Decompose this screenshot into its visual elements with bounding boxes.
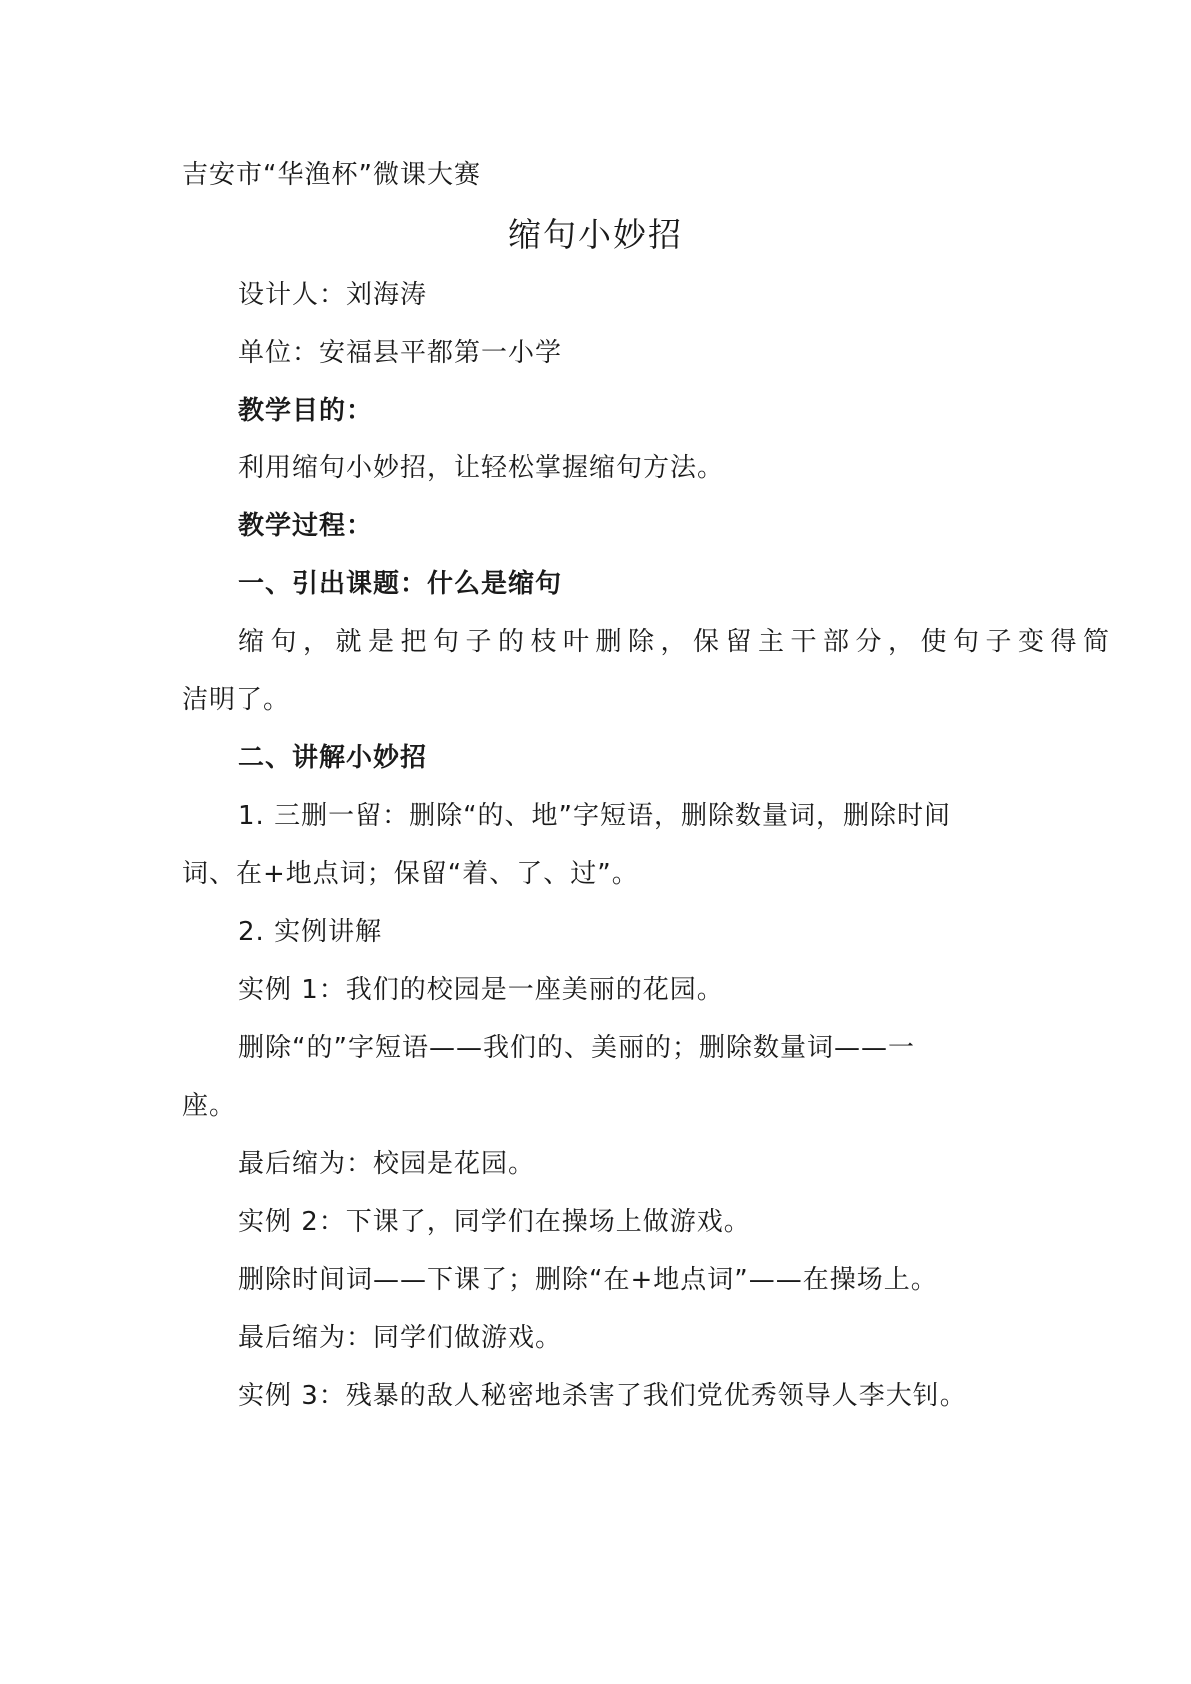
unit-line: 单位：安福县平都第一小学	[238, 338, 563, 368]
rule-line2: 词、在+地点词；保留“着、了、过”。	[182, 859, 639, 889]
designer-line: 设计人：刘海涛	[238, 280, 428, 310]
process-heading: 教学过程：	[238, 511, 374, 541]
part1-text-line1: 缩句，就是把句子的枝叶删除，保留主干部分，使句子变得简	[238, 627, 1116, 657]
example3-sentence: 实例 3：残暴的敌人秘密地杀害了我们党优秀领导人李大钊。	[238, 1381, 967, 1411]
goal-text: 利用缩句小妙招，让轻松掌握缩句方法。	[238, 453, 725, 483]
example1-sentence: 实例 1：我们的校园是一座美丽的花园。	[238, 975, 724, 1005]
example2-result: 最后缩为：同学们做游戏。	[238, 1323, 563, 1353]
part1-heading: 一、引出课题：什么是缩句	[238, 569, 563, 599]
example1-step-line2: 座。	[182, 1091, 237, 1121]
document-title: 缩句小妙招	[508, 215, 683, 254]
example2-sentence: 实例 2：下课了，同学们在操场上做游戏。	[238, 1207, 751, 1237]
part1-text-line2: 洁明了。	[182, 685, 291, 715]
part2-heading: 二、讲解小妙招	[238, 743, 428, 773]
rule-line1: 1. 三删一留：删除“的、地”字短语，删除数量词，删除时间	[238, 801, 952, 831]
goal-heading: 教学目的：	[238, 396, 374, 426]
example1-result: 最后缩为：校园是花园。	[238, 1149, 536, 1179]
contest-name: 吉安市“华渔杯”微课大赛	[182, 160, 481, 190]
example1-step-line1: 删除“的”字短语——我们的、美丽的；删除数量词——一	[238, 1033, 915, 1063]
examples-heading: 2. 实例讲解	[238, 917, 383, 947]
example2-step: 删除时间词——下课了；删除“在+地点词”——在操场上。	[238, 1265, 938, 1295]
